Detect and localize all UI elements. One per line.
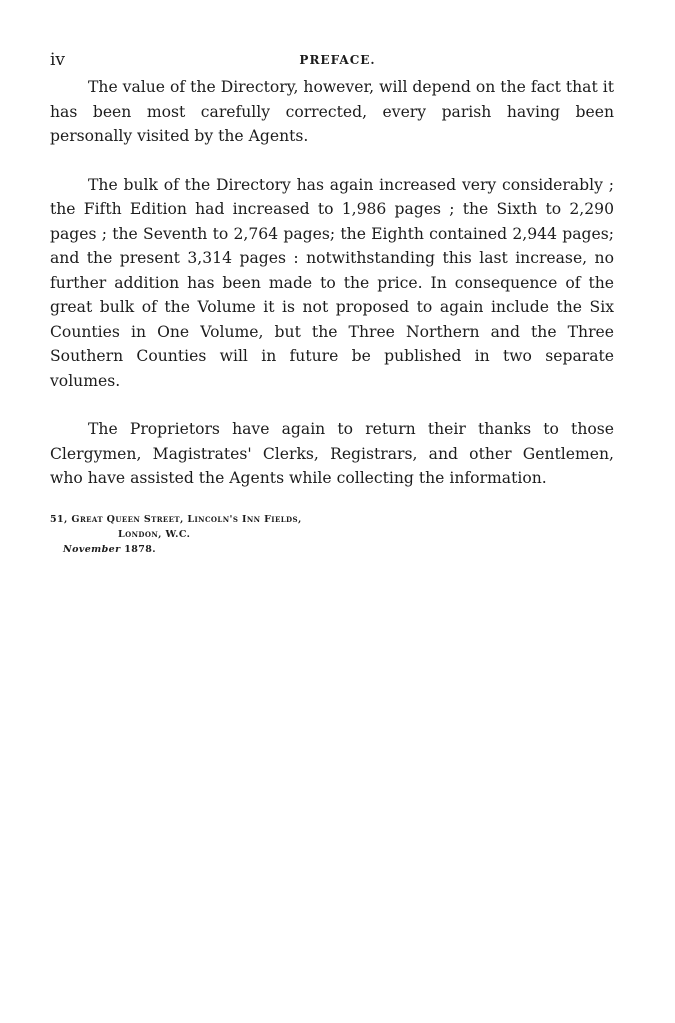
imprint-date-year: 1878. [124, 544, 156, 555]
paragraph-directory-value: The value of the Directory, however, will depend on the fact that it has been most carefully corrected, every parish having been personally visited by the Agents. [50, 78, 614, 145]
imprint-block [50, 512, 302, 557]
address-line-1: 51, Great Queen Street, Lincoln's Inn Fields, [50, 514, 302, 525]
imprint-date [50, 542, 302, 557]
page-number: iv [50, 50, 66, 70]
imprint-date-month: November [63, 544, 121, 555]
running-title: PREFACE. [299, 53, 376, 67]
address-line-2: London, W.C. [118, 529, 191, 540]
preface-body [50, 75, 614, 491]
paragraph-directory-bulk: The bulk of the Directory has again increased very considerably ; the Fifth Edition had increased to 1,986 pages ; the Sixth to 2,290 pages ; the Seventh to 2,764 pages; the Eighth contained 2,944 pages; and the present 3,314 pages : notwithstanding this last increase, no further addition has been made to the price. In consequence of the great bulk of the Volume it is not proposed to again include the Six Counties in One Volume, but the Three Northern and the Three Southern Counties will in future be published in two separate volumes. [50, 175, 614, 390]
paragraph-proprietors-thanks: The Proprietors have again to return their thanks to those Clergymen, Magistrates' Clerks, Registrars, and other Gentlemen, who have assisted the Agents while collecting the information. [50, 420, 614, 487]
